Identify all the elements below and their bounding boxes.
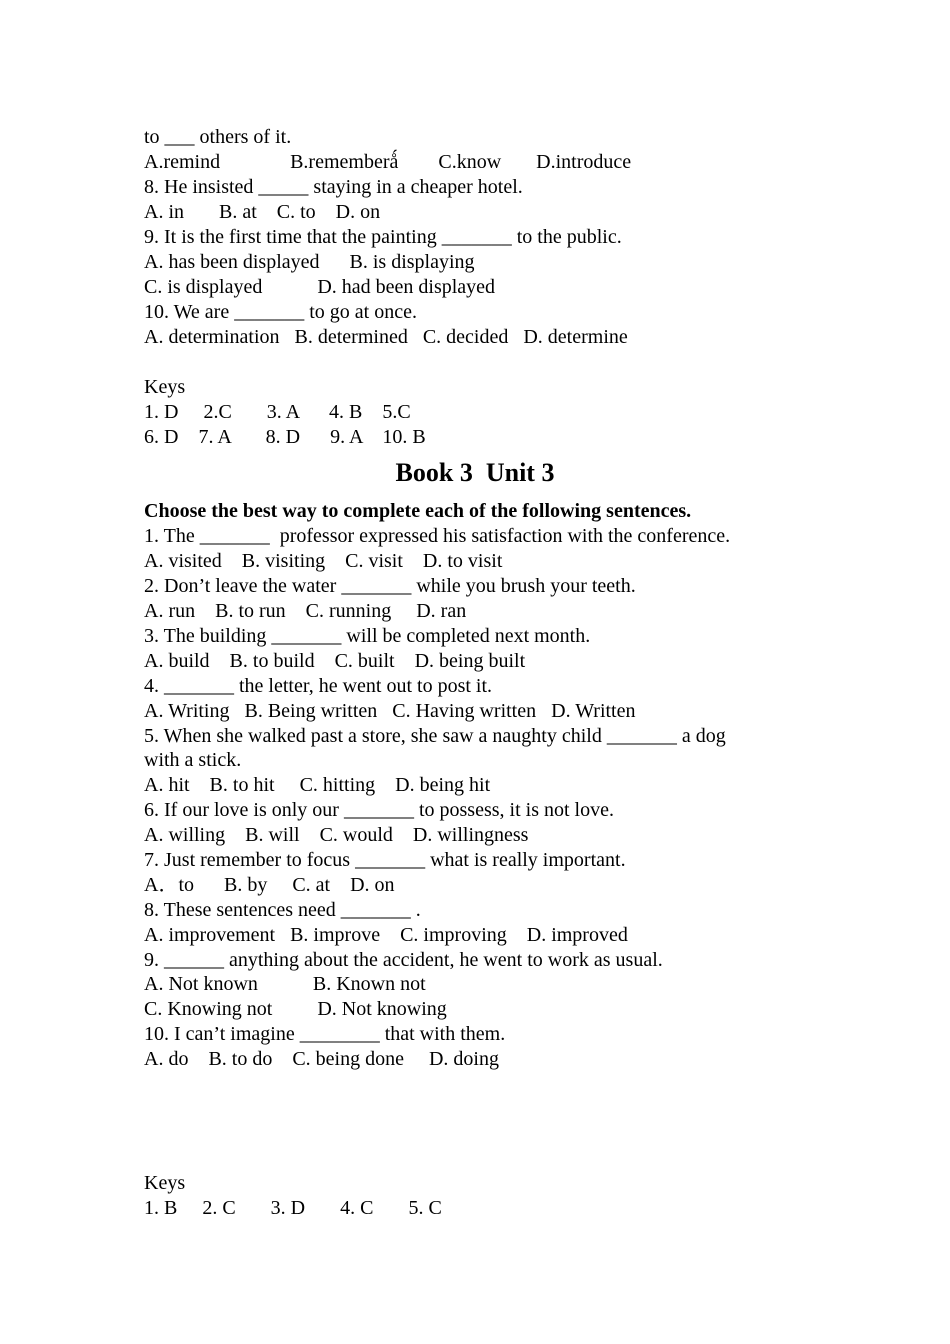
answer-options: C. Knowing not D. Not knowing (144, 998, 447, 1020)
answer-options: A. Not known B. Known not (144, 973, 426, 995)
keys-line: 1. B 2. C 3. D 4. C 5. C (144, 1197, 442, 1219)
answer-options: A.remind B.rememberǻ C.know D.introduce (144, 151, 632, 173)
question-text: 10. I can’t imagine ________ that with them. (144, 1023, 506, 1045)
question-text: 1. The _______ professor expressed his satisfaction with the conference. (144, 525, 731, 547)
keys-label: Keys (144, 376, 186, 398)
answer-options: A．to B. by C. at D. on (144, 874, 395, 896)
question-text: 4. _______ the letter, he went out to post it. (144, 675, 493, 697)
question-text: 2. Don’t leave the water _______ while you brush your teeth. (144, 575, 636, 597)
answer-options: A. do B. to do C. being done D. doing (144, 1048, 499, 1070)
answer-options: A. improvement B. improve C. improving D. improved (144, 924, 628, 946)
keys-line: 6. D 7. A 8. D 9. A 10. B (144, 426, 426, 448)
unit-title: Book 3 Unit 3 (395, 458, 555, 487)
question-text: 3. The building _______ will be completed next month. (144, 625, 591, 647)
answer-options: A. determination B. determined C. decided D. determine (144, 326, 628, 348)
keys-line: 1. D 2.C 3. A 4. B 5.C (144, 401, 411, 423)
question-text: 9. ______ anything about the accident, he went to work as usual. (144, 949, 663, 971)
answer-options: C. is displayed D. had been displayed (144, 276, 496, 298)
answer-options: A. Writing B. Being written C. Having written D. Written (144, 700, 636, 722)
question-text: 7. Just remember to focus _______ what is really important. (144, 849, 626, 871)
question-text: with a stick. (144, 749, 242, 771)
answer-options: A. in B. at C. to D. on (144, 201, 381, 223)
instruction-text: Choose the best way to complete each of the following sentences. (144, 500, 692, 522)
answer-options: A. build B. to build C. built D. being built (144, 650, 526, 672)
answer-options: A. willing B. will C. would D. willingness (144, 824, 529, 846)
answer-options: A. has been displayed B. is displaying (144, 251, 475, 273)
question-text: 8. He insisted _____ staying in a cheaper hotel. (144, 176, 523, 198)
answer-options: A. visited B. visiting C. visit D. to visit (144, 550, 503, 572)
question-text: 10. We are _______ to go at once. (144, 301, 417, 323)
question-text: 6. If our love is only our _______ to possess, it is not love. (144, 799, 614, 821)
question-text: to ___ others of it. (144, 126, 292, 148)
question-text: 5. When she walked past a store, she saw a naughty child _______ a dog (144, 725, 726, 747)
keys-label: Keys (144, 1172, 186, 1194)
answer-options: A. hit B. to hit C. hitting D. being hit (144, 774, 491, 796)
answer-options: A. run B. to run C. running D. ran (144, 600, 467, 622)
question-text: 8. These sentences need _______ . (144, 899, 421, 921)
question-text: 9. It is the first time that the painting _______ to the public. (144, 226, 622, 248)
